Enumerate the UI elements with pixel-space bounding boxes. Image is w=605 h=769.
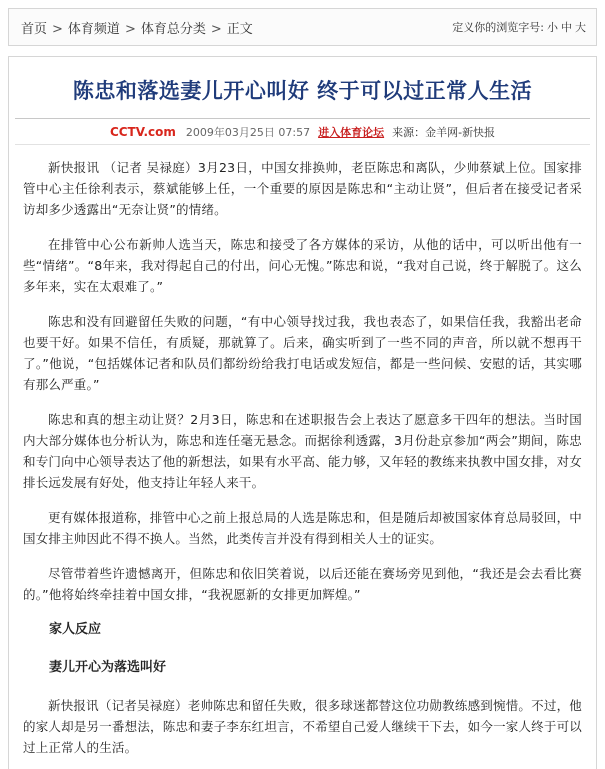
breadcrumb-separator: > [124, 21, 136, 37]
article-paragraph: 新快报讯 （记者 吴禄庭）3月23日，中国女排换帅，老臣陈忠和离队，少帅蔡斌上位。国家排管中心主任徐利表示，蔡斌能够上任，一个重要的原因是陈忠和“主动让贤”，但后者在接受记者采访却多少透露出“无奈让贤”的情绪。 [23, 160, 582, 217]
font-size-small-link[interactable]: 小 [547, 21, 558, 34]
article-body [9, 145, 596, 758]
breadcrumb-separator: > [210, 21, 222, 37]
article-container [8, 56, 597, 769]
breadcrumb-home-link[interactable]: 首页 [21, 21, 48, 37]
article-paragraph: 在排管中心公布新帅人选当天，陈忠和接受了各方媒体的采访，从他的话中，可以听出他有一些“情绪”。“8年来，我对得起自己的付出，问心无愧。”陈忠和说，“我对自己说，终于解脱了。这么多年来，实在太艰难了。” [23, 237, 582, 294]
breadcrumb [21, 18, 253, 37]
font-size-label: 定义你的浏览字号: [452, 21, 544, 34]
section-heading-wife-son: 妻儿开心为落选叫好 [49, 660, 167, 675]
cctv-logo: CCTV.com [109, 124, 176, 139]
article-source: 来源：金羊网-新快报 [392, 125, 496, 139]
breadcrumb-current-article[interactable]: 正文 [226, 21, 253, 37]
article-title: 陈忠和落选妻儿开心叫好 终于可以过正常人生活 [72, 77, 533, 103]
top-navigation-bar [8, 8, 597, 46]
article-paragraph: 陈忠和真的想主动让贤？2月3日，陈忠和在述职报告会上表达了愿意多干四年的想法。当时国内大部分媒体也分析认为，陈忠和连任毫无悬念。而据徐利透露，3月份赴京参加“两会”期间，陈忠和专门向中心领导表达了他的新想法，如果有水平高、能力够，又年轻的教练来执教中国女排，对女排长远发展有好处，他支持让年轻人来干。 [23, 412, 582, 490]
article-paragraph: 更有媒体报道称，排管中心之前上报总局的人选是陈忠和，但是随后却被国家体育总局驳回，中国女排主帅因此不得不换人。当然，此类传言并没有得到相关人士的证实。 [23, 510, 582, 546]
sports-forum-link[interactable]: 进入体育论坛 [318, 125, 385, 139]
article-paragraph: 尽管带着些许遗憾离开，但陈忠和依旧笑着说，以后还能在赛场旁见到他，“我还是会去看比赛的。”他将始终牵挂着中国女排，“我祝愿新的女排更加辉煌。” [23, 566, 582, 602]
breadcrumb-separator: > [52, 21, 63, 37]
article-paragraph: 陈忠和没有回避留任失败的问题，“有中心领导找过我，我也表态了，如果信任我，我豁出老命也要干好。如果不信任，有质疑，那就算了。后来，确实听到了一些不同的声音，所以就不想再干了。”他说，“包括媒体记者和队员们都纷纷给我打电话或发短信，都是一些问候、安慰的话，其实哪有那么严重。” [23, 314, 582, 392]
publish-datetime: 2009年03月25日 07:57 [185, 125, 311, 139]
font-size-control [452, 19, 586, 35]
section-heading-family-reaction: 家人反应 [49, 622, 102, 637]
article-meta [15, 119, 590, 145]
breadcrumb-sports-channel-link[interactable]: 体育频道 [67, 21, 120, 37]
article-title-box [15, 61, 590, 119]
breadcrumb-sports-category-link[interactable]: 体育总分类 [140, 21, 206, 37]
font-size-large-link[interactable]: 大 [575, 21, 586, 34]
font-size-medium-link[interactable]: 中 [561, 21, 572, 34]
article-paragraph: 新快报讯（记者吴禄庭）老帅陈忠和留任失败，很多球迷都替这位功勋教练感到惋惜。不过，他的家人却是另一番想法，陈忠和妻子李东红坦言，不希望自己爱人继续干下去，如今一家人终于可以过上正常人的生活。 [23, 698, 582, 755]
